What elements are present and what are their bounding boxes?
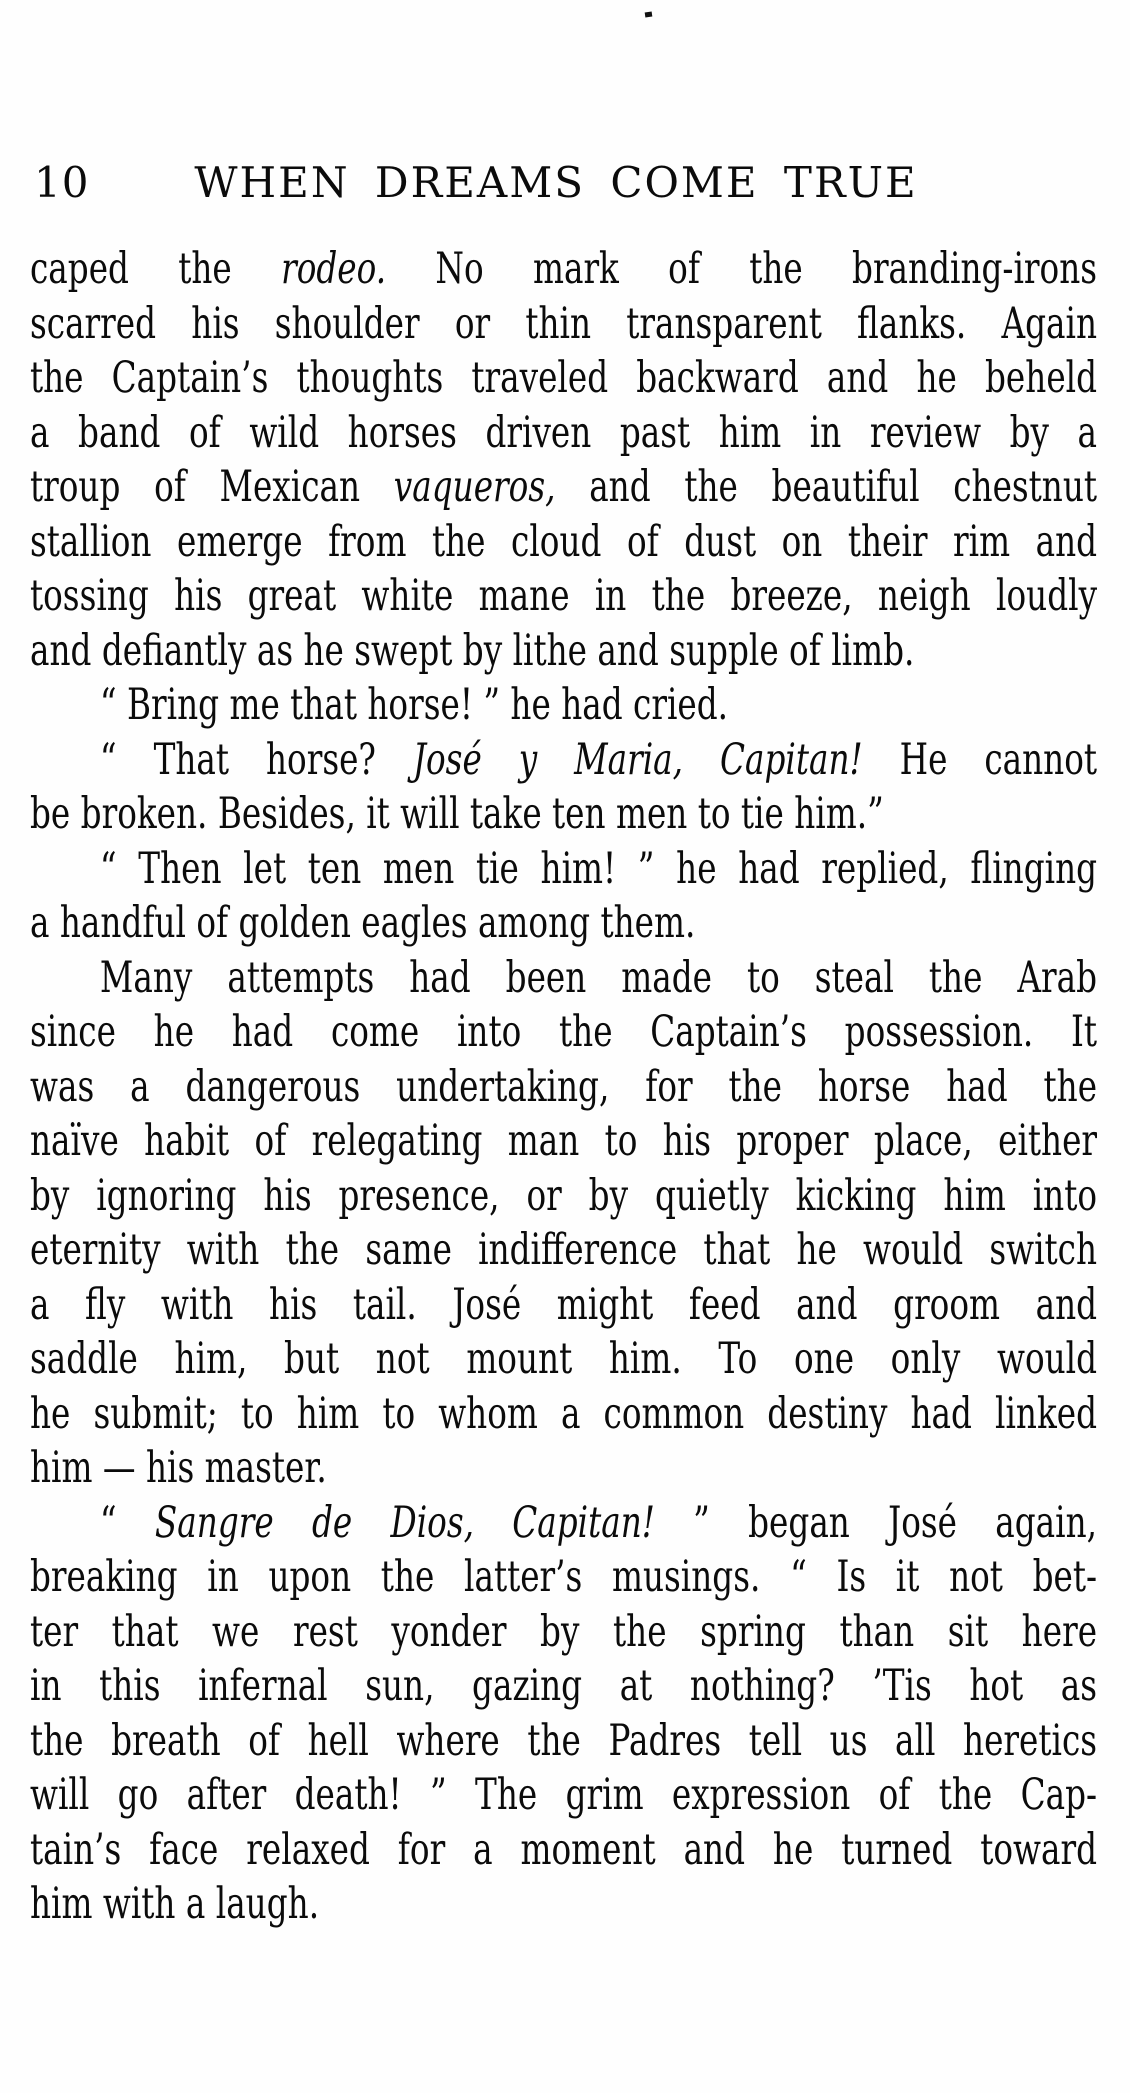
text-segment: “ Bring me that horse! ” he had cried. (99, 680, 729, 730)
text-segment: him — his master. (30, 1443, 327, 1493)
text-segment: a band of wild horses driven past him in review by a (30, 407, 1098, 458)
text-line (30, 1169, 1097, 1224)
text-line (30, 351, 1097, 406)
text-segment: a fly with his tail. José might feed and groom and (30, 1279, 1098, 1330)
text-segment: scarred his shoulder or thin transparent flanks. Again (30, 298, 1098, 349)
text-segment: be broken. Besides, it will take ten men to tie him.” (30, 789, 884, 839)
text-line (30, 1114, 1097, 1169)
paragraph (30, 951, 1097, 1496)
text-segment: eternity with the same indifference that he would switch (30, 1225, 1098, 1275)
page-body (30, 242, 1097, 1932)
text-line (30, 1387, 1097, 1442)
text-line (30, 1060, 1097, 1115)
italic-text: Sangre de Dios, Capitan! (154, 1497, 655, 1548)
text-segment: “ (99, 1497, 155, 1548)
text-segment: was a dangerous undertaking, for the horse had the (30, 1061, 1098, 1112)
text-line (30, 678, 1097, 733)
text-segment: and defiantly as he swept by lithe and supple of limb. (30, 625, 915, 676)
page-header (30, 158, 1082, 210)
paragraph (30, 242, 1097, 678)
text-segment: stallion emerge from the cloud of dust on their rim and (30, 516, 1098, 567)
italic-text: José y Maria, Capitan! (412, 734, 863, 785)
text-segment: the breath of hell where the Padres tell us all heretics (30, 1715, 1098, 1766)
text-line (30, 1768, 1097, 1823)
text-line (30, 1278, 1097, 1333)
text-segment: and the beautiful chestnut (555, 462, 1098, 512)
text-line (30, 842, 1097, 897)
text-line (30, 1332, 1097, 1387)
text-line (30, 733, 1097, 788)
paragraph (30, 733, 1097, 842)
running-title: WHEN DREAMS COME TRUE (194, 158, 918, 207)
text-segment: Many attempts had been made to steal the Arab (99, 952, 1098, 1003)
text-segment: tossing his great white mane in the breeze, neigh loudly (30, 571, 1098, 621)
text-segment: tain’s face relaxed for a moment and he turned toward (30, 1824, 1098, 1875)
text-segment: he submit; to him to whom a common destiny had linked (30, 1388, 1098, 1439)
text-line (30, 460, 1097, 515)
text-segment: He cannot (862, 734, 1098, 785)
text-segment: caped the (30, 244, 282, 294)
text-segment: naïve habit of relegating man to his proper place, either (30, 1116, 1098, 1166)
text-line (30, 1714, 1097, 1769)
text-segment: by ignoring his presence, or by quietly kicking him into (30, 1170, 1098, 1221)
text-segment: No mark of the branding-irons (386, 244, 1098, 294)
text-line (30, 569, 1097, 624)
text-line (30, 406, 1097, 461)
text-line (30, 515, 1097, 570)
text-line (30, 1005, 1097, 1060)
text-segment: “ That horse? (99, 734, 413, 785)
scan-artifact-mark (645, 12, 653, 18)
text-line (30, 1496, 1097, 1551)
italic-text: rodeo. (281, 244, 387, 294)
text-segment: troup of Mexican (30, 462, 394, 512)
page-number: 10 (34, 158, 90, 207)
text-line (30, 1441, 1097, 1496)
text-segment: saddle him, but not mount him. To one only would (30, 1334, 1098, 1384)
text-line (30, 1659, 1097, 1714)
text-segment: in this infernal sun, gazing at nothing? ’Tis hot as (30, 1661, 1098, 1711)
text-segment: a handful of golden eagles among them. (30, 898, 696, 948)
text-line (30, 1550, 1097, 1605)
text-segment: “ Then let ten men tie him! ” he had replied, flinging (99, 843, 1098, 894)
text-segment: ” began José again, (654, 1497, 1098, 1548)
text-line (30, 1605, 1097, 1660)
text-segment: the Captain’s thoughts traveled backward and he beheld (30, 353, 1098, 403)
text-line (30, 951, 1097, 1006)
text-line (30, 1877, 1097, 1932)
text-line (30, 787, 1097, 842)
italic-text: vaqueros, (393, 462, 556, 512)
text-segment: ter that we rest yonder by the spring than sit here (30, 1606, 1098, 1657)
paragraph (30, 1496, 1097, 1932)
text-line (30, 297, 1097, 352)
paragraph (30, 842, 1097, 951)
text-line (30, 1823, 1097, 1878)
paragraph (30, 678, 1097, 733)
text-line (30, 242, 1097, 297)
text-segment: since he had come into the Captain’s possession. It (30, 1007, 1098, 1057)
text-segment: will go after death! ” The grim expression of the Cap- (30, 1770, 1098, 1820)
text-line (30, 896, 1097, 951)
text-segment: breaking in upon the latter’s musings. “ Is it not bet- (30, 1552, 1098, 1602)
text-segment: him with a laugh. (30, 1879, 320, 1929)
text-line (30, 1223, 1097, 1278)
text-line (30, 624, 1097, 679)
